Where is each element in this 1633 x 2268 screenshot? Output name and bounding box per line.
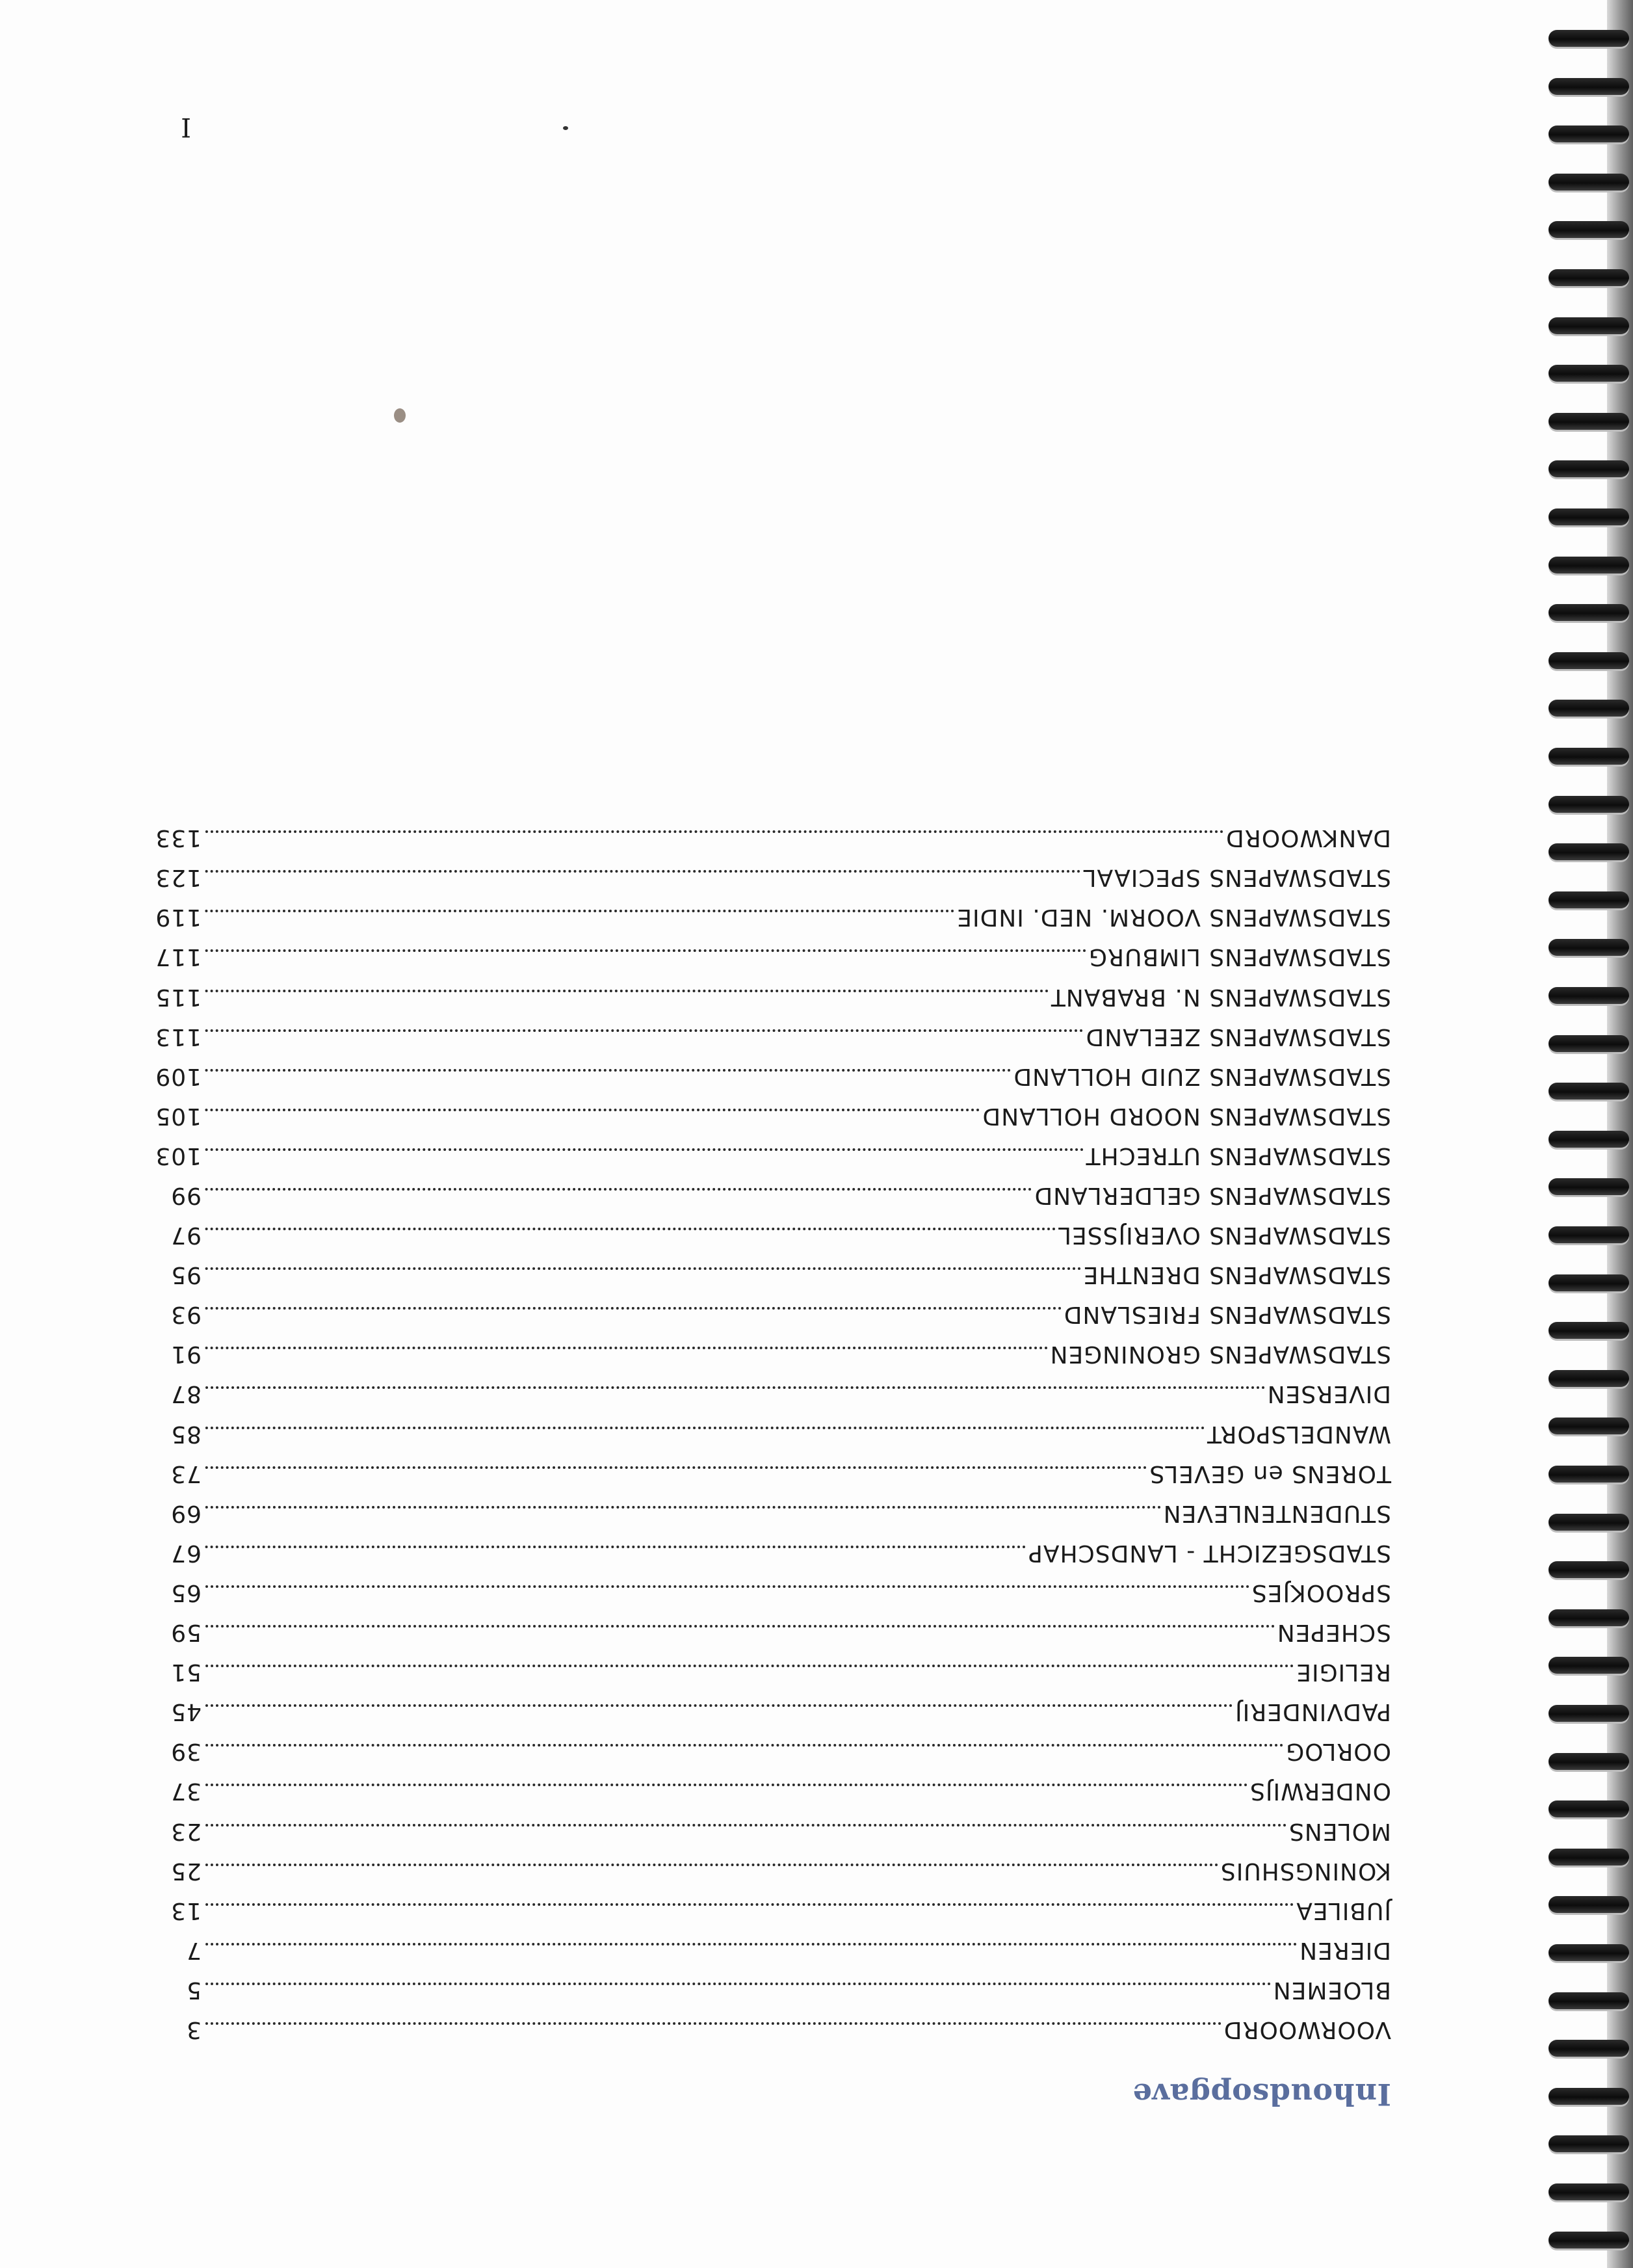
toc-entry-label: SCHEPEN — [1276, 1619, 1391, 1646]
toc-entry-page: 69 — [170, 1499, 202, 1527]
toc-entry — [156, 1566, 1391, 1606]
binding-coil — [1548, 1800, 1629, 1817]
toc-dot-leader — [204, 1943, 1296, 1945]
binding-coil — [1548, 987, 1629, 1004]
toc-dot-leader — [204, 1903, 1293, 1906]
binding-coil — [1548, 1131, 1629, 1148]
toc-entry — [156, 891, 1391, 930]
toc-dot-leader — [204, 1704, 1232, 1707]
toc-entry — [156, 1010, 1391, 1050]
toc-entry-label: VOORWOORD — [1223, 2016, 1391, 2043]
toc-entry-label: PADVINDERIJ — [1234, 1698, 1391, 1726]
binding-coil — [1548, 2232, 1629, 2248]
toc-entry-label: BLOEMEN — [1272, 1976, 1391, 2003]
toc-dot-leader — [204, 2022, 1221, 2025]
binding-coil — [1548, 1944, 1629, 1961]
toc-dot-leader — [204, 1983, 1270, 1985]
toc-entry-page: 123 — [155, 864, 202, 891]
binding-coil — [1548, 508, 1629, 525]
binding-coil — [1548, 2135, 1629, 2152]
binding-coil — [1548, 1609, 1629, 1626]
toc-entry-page: 37 — [170, 1778, 202, 1805]
toc-entry-page: 133 — [155, 824, 202, 852]
binding-coil — [1548, 1849, 1629, 1866]
binding-coil — [1548, 365, 1629, 382]
toc-entry — [156, 1527, 1391, 1566]
page-number: I — [181, 112, 191, 142]
toc-entry-label: STADSWAPENS N. BRABANT — [1050, 983, 1391, 1010]
toc-entry-page: 119 — [155, 904, 202, 931]
toc-entry-page: 99 — [170, 1182, 202, 1209]
toc-entry-page: 65 — [170, 1579, 202, 1606]
toc-entry — [156, 1964, 1391, 2003]
toc-entry — [156, 1685, 1391, 1725]
toc-dot-leader — [204, 949, 1086, 952]
table-of-contents — [156, 811, 1391, 2043]
toc-entry — [156, 1924, 1391, 1964]
toc-dot-leader — [204, 1069, 1010, 1072]
binding-coil — [1548, 652, 1629, 669]
toc-entry — [156, 1408, 1391, 1447]
binding-coil — [1548, 413, 1629, 430]
toc-entry-label: OORLOG — [1285, 1738, 1391, 1765]
toc-entry — [156, 1248, 1391, 1288]
toc-entry-label: STADSWAPENS ZEELAND — [1085, 1023, 1391, 1050]
toc-entry-label: STADSWAPENS LIMBURG — [1088, 943, 1391, 971]
binding-coil — [1548, 1418, 1629, 1434]
toc-entry — [156, 1050, 1391, 1090]
toc-dot-leader — [204, 1744, 1283, 1747]
toc-entry-page: 67 — [170, 1539, 202, 1566]
binding-coil — [1548, 2040, 1629, 2057]
toc-entry-label: STADSWAPENS VOORM. NED. INDIE — [956, 904, 1391, 931]
binding-coil — [1548, 557, 1629, 574]
binding-coil — [1548, 1226, 1629, 1243]
binding-coil — [1548, 1896, 1629, 1913]
binding-coil — [1548, 78, 1629, 95]
toc-entry — [156, 1367, 1391, 1407]
toc-entry-page: 39 — [170, 1738, 202, 1765]
toc-dot-leader — [204, 1307, 1061, 1310]
binding-coil — [1548, 1322, 1629, 1339]
toc-dot-leader — [204, 1665, 1293, 1667]
toc-heading: Inhoudsopgave — [1132, 2077, 1391, 2112]
toc-entry — [156, 1447, 1391, 1487]
toc-entry-label: DIVERSEN — [1266, 1380, 1391, 1408]
binding-coil — [1548, 1083, 1629, 1100]
toc-entry-label: KONINGSHUIS — [1220, 1857, 1391, 1884]
binding-coil — [1548, 1992, 1629, 2009]
toc-entry-label: SPROOKJES — [1251, 1579, 1391, 1606]
binding-coil — [1548, 460, 1629, 477]
toc-entry — [156, 1765, 1391, 1804]
toc-entry-page: 59 — [170, 1619, 202, 1646]
binding-coil — [1548, 1178, 1629, 1195]
binding-coil — [1548, 125, 1629, 142]
toc-entry-page: 105 — [155, 1102, 202, 1129]
binding-coil — [1548, 1561, 1629, 1578]
binding-coil — [1548, 1274, 1629, 1291]
toc-entry — [156, 1328, 1391, 1367]
toc-entry-label: ONDERWIJS — [1249, 1778, 1391, 1805]
toc-dot-leader — [204, 1427, 1204, 1429]
toc-entry-label: DIEREN — [1299, 1936, 1391, 1964]
toc-dot-leader — [204, 1148, 1083, 1151]
toc-entry-label: JUBILEA — [1296, 1897, 1391, 1924]
toc-entry-page: 95 — [170, 1261, 202, 1289]
binding-coil — [1548, 174, 1629, 191]
toc-dot-leader — [204, 1228, 1055, 1230]
toc-dot-leader — [204, 1585, 1249, 1588]
toc-entry-page: 73 — [170, 1460, 202, 1487]
toc-entry — [156, 970, 1391, 1010]
toc-entry-label: TORENS en GEVELS — [1149, 1460, 1391, 1487]
binding-coil — [1548, 1657, 1629, 1674]
toc-entry — [156, 1209, 1391, 1248]
toc-entry-label: STADSGEZICHT - LANDSCHAP — [1028, 1539, 1391, 1566]
binding-coil — [1548, 939, 1629, 956]
toc-entry-page: 93 — [170, 1301, 202, 1328]
toc-dot-leader — [204, 1109, 979, 1111]
binding-coil — [1548, 2183, 1629, 2200]
toc-entry-page: 103 — [155, 1142, 202, 1169]
binding-coil — [1548, 30, 1629, 47]
toc-entry-label: RELIGIE — [1296, 1659, 1391, 1686]
toc-entry-page: 85 — [170, 1420, 202, 1447]
toc-entry-page: 91 — [170, 1341, 202, 1368]
toc-dot-leader — [204, 1387, 1264, 1390]
binding-coil — [1548, 2088, 1629, 2105]
toc-dot-leader — [204, 910, 954, 912]
toc-dot-leader — [204, 1625, 1274, 1628]
toc-entry-page: 109 — [155, 1062, 202, 1090]
binding-coil — [1548, 891, 1629, 908]
toc-entry-page: 7 — [186, 1936, 202, 1964]
spiral-binding — [1534, 0, 1633, 2268]
toc-entry — [156, 1169, 1391, 1209]
toc-entry-page: 113 — [155, 1023, 202, 1050]
paper-speck — [563, 126, 568, 130]
binding-coil — [1548, 1514, 1629, 1531]
toc-entry-page: 51 — [170, 1659, 202, 1686]
binding-coil — [1548, 317, 1629, 334]
toc-entry — [156, 1606, 1391, 1646]
toc-entry-label: WANDELSPORT — [1207, 1420, 1391, 1447]
toc-dot-leader — [204, 990, 1048, 992]
toc-entry — [156, 1129, 1391, 1169]
toc-entry — [156, 1288, 1391, 1328]
binding-coil — [1548, 1705, 1629, 1722]
toc-dot-leader — [204, 1784, 1247, 1786]
toc-entry — [156, 1646, 1391, 1685]
toc-entry — [156, 2003, 1391, 2043]
toc-entry-label: STADSWAPENS UTRECHT — [1085, 1142, 1391, 1169]
toc-dot-leader — [204, 1188, 1031, 1191]
toc-entry-label: STADSWAPENS DRENTHE — [1082, 1261, 1391, 1289]
toc-entry-page: 97 — [170, 1222, 202, 1249]
toc-entry-label: STADSWAPENS ZUID HOLLAND — [1013, 1062, 1391, 1090]
toc-dot-leader — [204, 1864, 1218, 1866]
toc-dot-leader — [204, 1824, 1286, 1826]
toc-entry — [156, 1725, 1391, 1765]
binding-coil — [1548, 604, 1629, 621]
toc-entry — [156, 1487, 1391, 1527]
toc-dot-leader — [204, 830, 1223, 833]
toc-entry-label: STADSWAPENS NOORD HOLLAND — [982, 1102, 1391, 1129]
toc-entry-label: STADSWAPENS SPECIAAL — [1082, 864, 1391, 891]
toc-entry-label: MOLENS — [1288, 1817, 1391, 1845]
toc-entry — [156, 1884, 1391, 1924]
toc-entry-label: STUDENTENLEVEN — [1162, 1499, 1391, 1527]
toc-entry-page: 45 — [170, 1698, 202, 1726]
toc-dot-leader — [204, 1546, 1025, 1548]
toc-dot-leader — [204, 1029, 1083, 1032]
paper-speck — [394, 408, 406, 423]
toc-dot-leader — [204, 1466, 1146, 1469]
toc-entry-page: 87 — [170, 1380, 202, 1408]
binding-coil — [1548, 843, 1629, 860]
toc-entry-label: DANKWOORD — [1225, 824, 1391, 852]
toc-dot-leader — [204, 1347, 1047, 1349]
toc-dot-leader — [204, 1506, 1160, 1509]
toc-entry — [156, 851, 1391, 891]
toc-entry-page: 23 — [170, 1817, 202, 1845]
toc-entry-page: 25 — [170, 1857, 202, 1884]
toc-entry-label: STADSWAPENS GELDERLAND — [1034, 1182, 1391, 1209]
binding-coil — [1548, 1035, 1629, 1052]
binding-coil — [1548, 748, 1629, 765]
toc-entry — [156, 1090, 1391, 1129]
toc-entry — [156, 811, 1391, 851]
toc-entry — [156, 1845, 1391, 1884]
binding-coil — [1548, 221, 1629, 238]
binding-coil — [1548, 1370, 1629, 1387]
toc-entry — [156, 930, 1391, 970]
toc-dot-leader — [204, 1267, 1080, 1270]
toc-entry-page: 115 — [155, 983, 202, 1010]
binding-coil — [1548, 796, 1629, 813]
toc-entry-page: 13 — [170, 1897, 202, 1924]
toc-entry-label: STADSWAPENS OVERIJSSEL — [1057, 1222, 1391, 1249]
toc-entry-page: 5 — [186, 1976, 202, 2003]
binding-coil — [1548, 700, 1629, 717]
binding-coil — [1548, 1466, 1629, 1483]
toc-entry — [156, 1804, 1391, 1844]
toc-entry-page: 117 — [155, 943, 202, 971]
toc-entry-label: STADSWAPENS GRONINGEN — [1049, 1341, 1391, 1368]
binding-coil — [1548, 269, 1629, 286]
binding-coil — [1548, 1753, 1629, 1770]
toc-dot-leader — [204, 870, 1080, 873]
toc-entry-label: STADSWAPENS FRIESLAND — [1063, 1301, 1391, 1328]
toc-entry-page: 3 — [186, 2016, 202, 2043]
